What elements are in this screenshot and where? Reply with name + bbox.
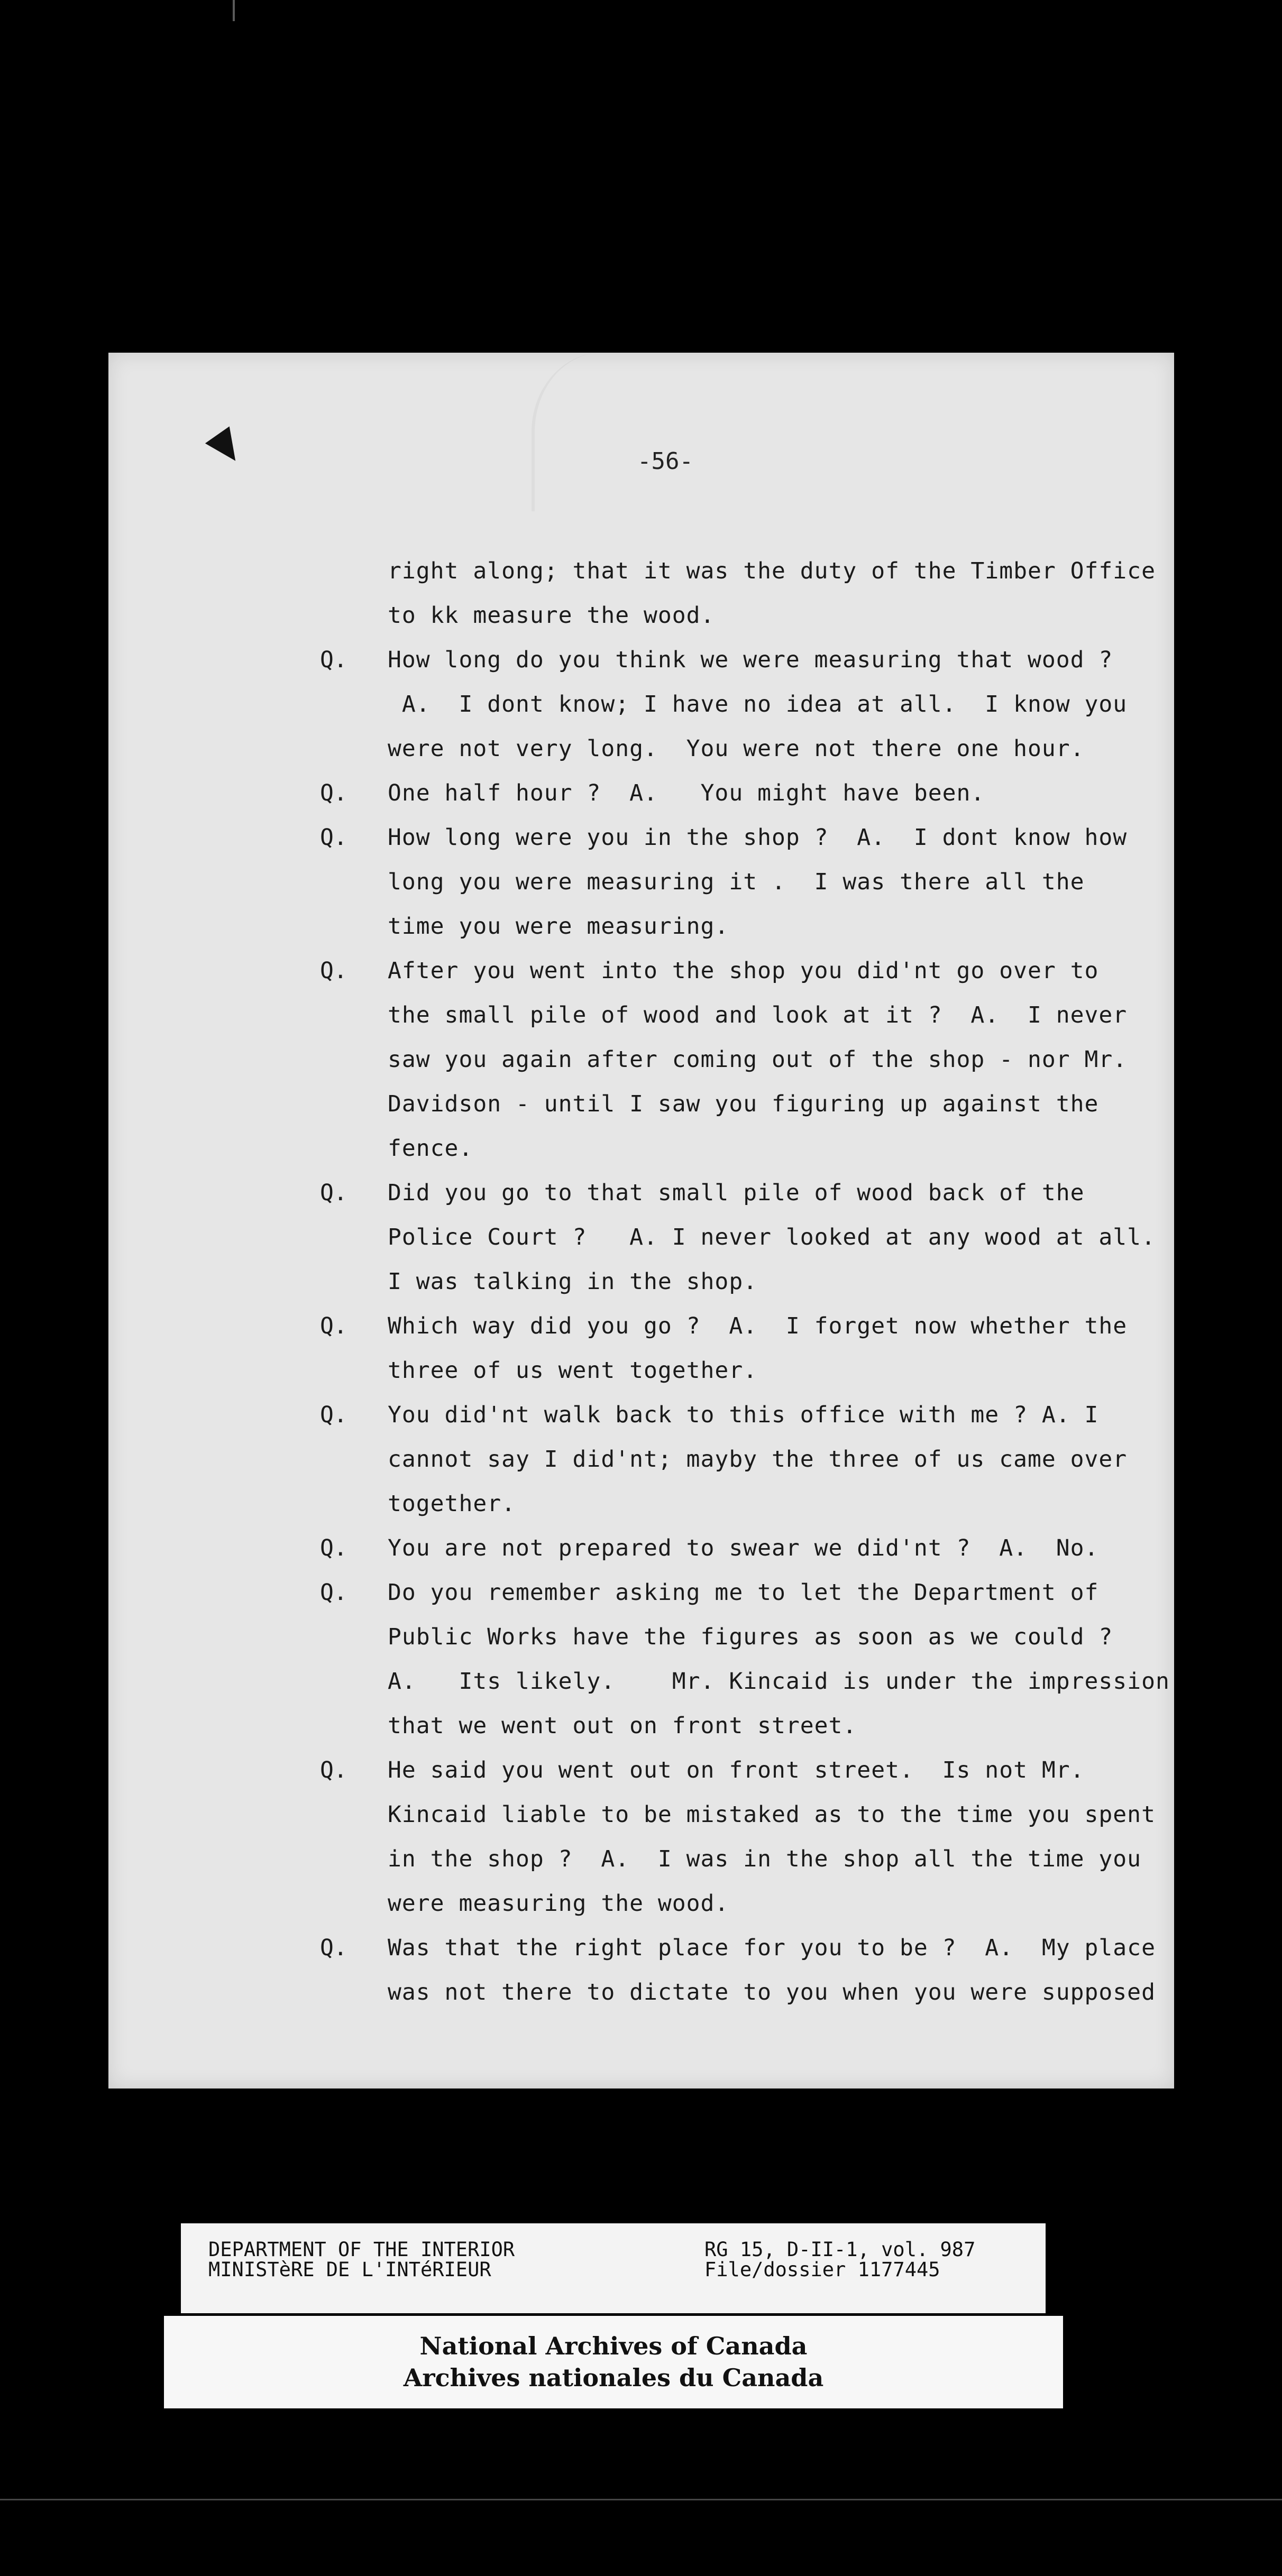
transcript-line: After you went into the shop you did'nt go over to [388,958,1099,984]
arrow-marker-icon [205,426,248,469]
transcript-line: Do you remember asking me to let the Department of [388,1579,1099,1606]
transcript-line: He said you went out on front street. Is not Mr. [388,1757,1085,1783]
question-marker: Q. [320,780,347,806]
question-marker: Q. [320,1535,347,1561]
transcript-line: cannot say I did'nt; mayby the three of us came over [388,1446,1128,1473]
question-marker: Q. [320,1757,347,1783]
transcript-line: Kincaid liable to be mistaked as to the time you spent [388,1801,1156,1828]
page-number: -56- [637,448,693,475]
transcript-line: saw you again after coming out of the shop - nor Mr. [388,1046,1128,1073]
transcript-line: How long do you think we were measuring that wood ? [388,647,1113,673]
document-page [108,353,1174,2089]
transcript-line: right along; that it was the duty of the Timber Office [388,558,1156,584]
question-marker: Q. [320,1935,347,1961]
transcript-line: Was that the right place for you to be ? A. My place [388,1935,1156,1961]
question-marker: Q. [320,1180,347,1206]
transcript-line: I was talking in the shop. [388,1268,758,1295]
transcript-line: together. [388,1491,516,1517]
record-group-reference: RG 15, D-II-1, vol. 987 [704,2238,976,2261]
transcript-line: One half hour ? A. You might have been. [388,780,985,806]
transcript-line: You did'nt walk back to this office with me ? A. I [388,1402,1099,1428]
department-name-fr: MINISTèRE DE L'INTéRIEUR [208,2258,491,2281]
question-marker: Q. [320,1579,347,1606]
transcript-line: three of us went together. [388,1357,758,1384]
question-marker: Q. [320,647,347,673]
transcript-line: were not very long. You were not there one hour. [388,735,1085,762]
archives-name-en: National Archives of Canada [419,2332,808,2360]
question-marker: Q. [320,1313,347,1339]
transcript-line: was not there to dictate to you when you were supposed [388,1979,1156,2005]
transcript-line: Police Court ? A. I never looked at any wood at all. [388,1224,1156,1250]
question-marker: Q. [320,824,347,851]
file-dossier-reference: File/dossier 1177445 [704,2258,940,2281]
film-bottom-rule [0,2499,1282,2500]
question-marker: Q. [320,958,347,984]
transcript-line: Did you go to that small pile of wood back of the [388,1180,1085,1206]
transcript-line: A. I dont know; I have no idea at all. I know you [388,691,1128,717]
transcript-line: long you were measuring it . I was there all the [388,869,1085,895]
archives-name-fr: Archives nationales du Canada [403,2363,824,2392]
transcript-line: Davidson - until I saw you figuring up against the [388,1091,1099,1117]
transcript-line: the small pile of wood and look at it ? A. I never [388,1002,1128,1028]
transcript-line: to kk measure the wood. [388,602,715,629]
transcript-line: Which way did you go ? A. I forget now whether the [388,1313,1128,1339]
transcript-line: How long were you in the shop ? A. I dont know how [388,824,1128,851]
transcript-line: Public Works have the figures as soon as we could ? [388,1624,1113,1650]
transcript-line: You are not prepared to swear we did'nt ? A. No. [388,1535,1099,1561]
national-archives-label [164,2316,1063,2408]
transcript-line: that we went out on front street. [388,1713,857,1739]
transcript-line: were measuring the wood. [388,1890,729,1917]
transcript-line: fence. [388,1135,473,1162]
paper-fold-shadow [532,353,672,511]
department-name-en: DEPARTMENT OF THE INTERIOR [208,2238,515,2261]
transcript-line: time you were measuring. [388,913,729,940]
transcript-line: A. Its likely. Mr. Kincaid is under the impression [388,1668,1170,1695]
question-marker: Q. [320,1402,347,1428]
film-edge-mark [233,0,235,21]
transcript-line: in the shop ? A. I was in the shop all the time you [388,1846,1142,1872]
archive-reference-label [181,2223,1046,2313]
